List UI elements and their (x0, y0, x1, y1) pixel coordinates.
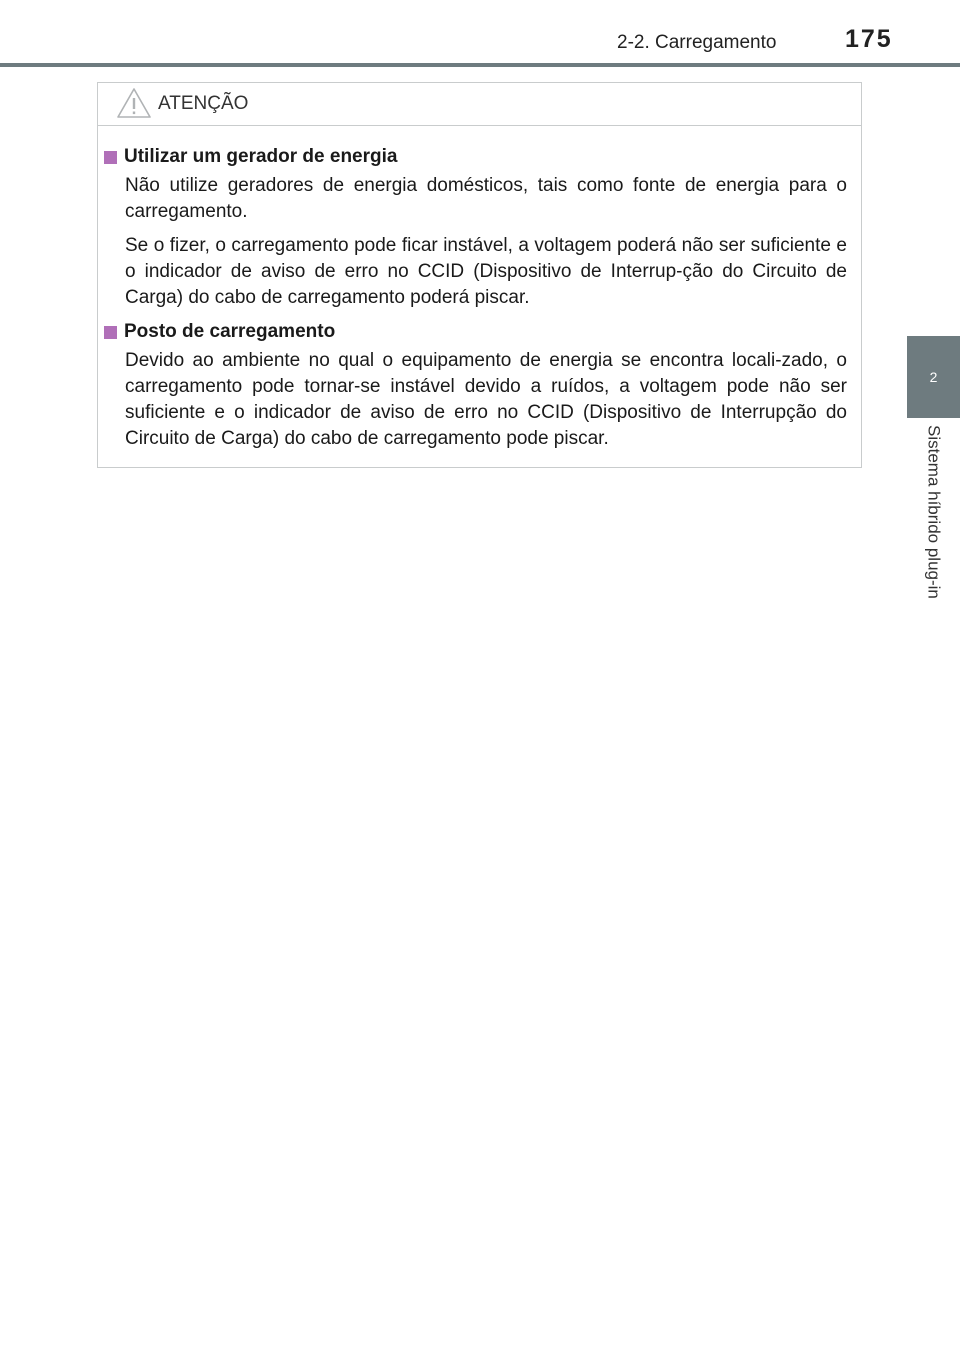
chapter-title: Sistema híbrido plug-in (924, 425, 944, 599)
paragraph: Se o fizer, o carregamento pode ficar instável, a voltagem poderá não ser suficiente e o indicador de aviso de erro no CCID (Dispositivo de Interrup-ção do Circuito de Carga) do cabo de carregamento poderá piscar. (125, 235, 847, 308)
chapter-number: 2 (929, 369, 938, 385)
warning-section-charging-station (104, 319, 847, 452)
warning-box (97, 82, 862, 468)
chapter-caption-wrap (907, 425, 960, 655)
bullet-square-icon (104, 151, 117, 164)
warning-title: ATENÇÃO (158, 93, 249, 114)
bullet-square-icon (104, 326, 117, 339)
chapter-tab (907, 336, 960, 418)
section-heading-text: Posto de carregamento (124, 321, 336, 342)
warning-body (98, 126, 861, 452)
warning-header (98, 83, 861, 126)
section-heading-text: Utilizar um gerador de energia (124, 146, 398, 167)
header-rule (0, 63, 960, 67)
section-title: 2-2. Carregamento (617, 32, 777, 53)
page-number: 175 (845, 25, 893, 53)
paragraph: Não utilize geradores de energia domésticos, tais como fonte de energia para o carregamento. (125, 175, 847, 222)
section-heading (104, 144, 847, 170)
section-heading (104, 319, 847, 345)
warning-section-generator (104, 144, 847, 311)
warning-triangle-icon (116, 87, 152, 119)
paragraph: Devido ao ambiente no qual o equipamento de energia se encontra locali-zado, o carregamento pode tornar-se instável devido a ruídos, a voltagem pode não ser suficiente e o indicador de aviso de erro no CCID (Dispositivo de Interrupção do Circuito de Carga) do cabo de carregamento pode piscar. (125, 350, 847, 449)
